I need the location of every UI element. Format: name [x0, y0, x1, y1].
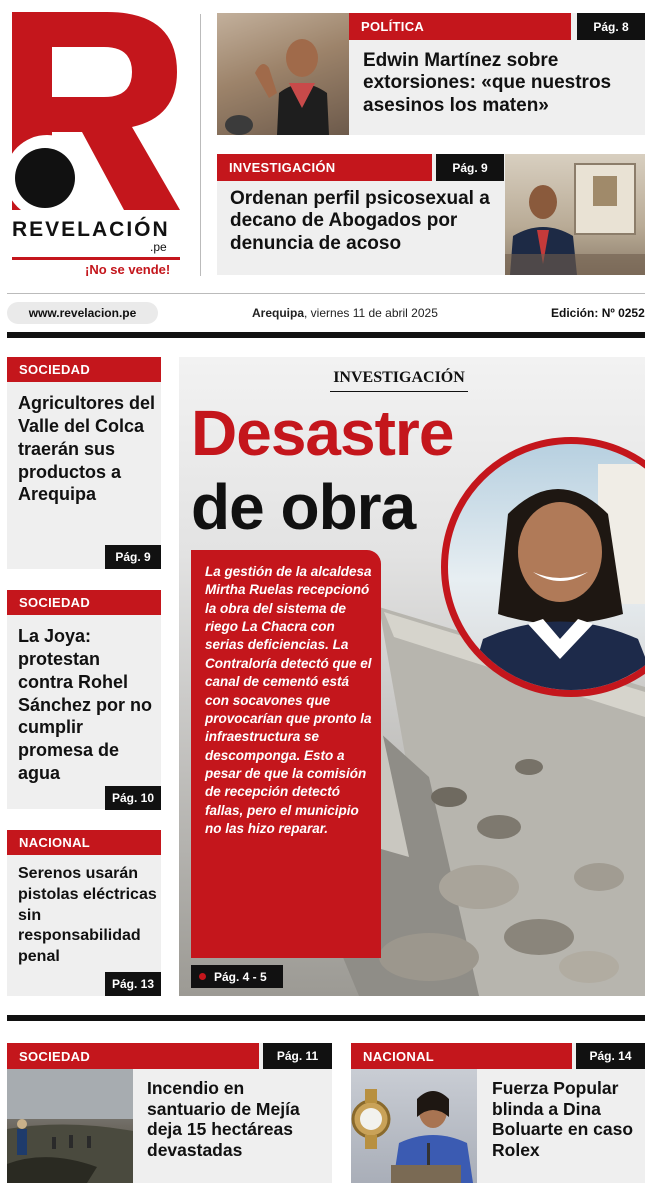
main-story-title-line2: de obra [191, 471, 416, 543]
masthead-name: REVELACIÓN [12, 218, 170, 241]
masthead [0, 0, 200, 285]
sidebar-story-2-headline[interactable]: La Joya: protestan contra Rohel Sánchez por no cumplir promesa de agua [18, 626, 153, 784]
main-story-page: Pág. 4 - 5 [214, 969, 267, 984]
dateline [252, 306, 438, 320]
bottom-story-1-headline[interactable]: Incendio en santuario de Mejía deja 15 hectáreas devastadas [147, 1078, 300, 1160]
sidebar-story-1-headline[interactable]: Agricultores del Valle del Colca traerán sus productos a Arequipa [18, 393, 156, 505]
logo-r [12, 12, 182, 212]
top-story-1-headline[interactable]: Edwin Martínez sobre extorsiones: «que nuestros asesinos los maten» [363, 50, 612, 116]
top-story-1-photo [217, 13, 349, 135]
sidebar-story-3-page: Pág. 13 [105, 972, 161, 996]
dateline-date: , viernes 11 de abril 2025 [304, 306, 438, 320]
sidebar-story-1-section: SOCIEDAD [7, 357, 161, 382]
bottom-story-2-headline[interactable]: Fuerza Popular blinda a Dina Boluarte en caso Rolex [492, 1078, 634, 1160]
main-story-page-tag [191, 965, 283, 988]
sidebar-story-2-page: Pág. 10 [105, 786, 161, 810]
main-story-title-line1: Desastre [191, 397, 454, 469]
masthead-domain: .pe [150, 240, 167, 254]
main-story[interactable] [179, 357, 645, 996]
sidebar-story-3-headline[interactable]: Serenos usarán pistolas eléctricas sin responsabilidad penal [18, 865, 157, 966]
edition-number: Nº 0252 [601, 306, 645, 320]
masthead-divider [12, 257, 180, 260]
bottom-story-2-section: NACIONAL [351, 1043, 572, 1069]
top-story-2-photo [505, 154, 645, 275]
bullet-dot-icon [199, 973, 206, 980]
main-story-lead: La gestión de la alcaldesa Mirtha Ruelas recepcionó la obra del sistema de riego La Chacra con serias deficiencias. La Contraloría detectó que el canal de cementó está con socavones que provocarían que pronto la infraestructura se descomponga. Esto a pesar de que la comisión de recepción detectó fallas, pero el municipio no las hizo reparar. [205, 564, 372, 837]
infobar-bottom-rule [7, 332, 645, 338]
website-link[interactable]: www.revelacion.pe [28, 306, 137, 320]
sidebar-story-1-page: Pág. 9 [105, 545, 161, 569]
edition-label: Edición: [551, 306, 599, 320]
dateline-city: Arequipa [252, 306, 305, 320]
bottom-section-rule [7, 1015, 645, 1021]
masthead-slogan: ¡No se vende! [85, 262, 171, 277]
bottom-story-2-page: Pág. 14 [576, 1043, 645, 1069]
bottom-story-1-page: Pág. 11 [263, 1043, 332, 1069]
bottom-story-1-photo [7, 1069, 133, 1183]
sidebar-story-3-section: NACIONAL [7, 830, 161, 855]
main-story-lead-box [191, 550, 381, 958]
top-story-2-headline[interactable]: Ordenan perfil psicosexual a decano de Abogados por denuncia de acoso [230, 188, 490, 254]
top-story-1-section: POLÍTICA [349, 13, 571, 40]
main-story-kicker: INVESTIGACIÓN [330, 369, 468, 392]
top-story-1-page: Pág. 8 [577, 13, 645, 40]
sidebar-story-2-section: SOCIEDAD [7, 590, 161, 615]
bottom-story-1-section: SOCIEDAD [7, 1043, 259, 1069]
website-pill[interactable] [7, 302, 158, 324]
masthead-vertical-rule [200, 14, 201, 276]
top-story-2-section: INVESTIGACIÓN [217, 154, 432, 181]
bottom-story-2-photo [351, 1069, 477, 1183]
edition [551, 306, 645, 320]
top-story-2-page: Pág. 9 [436, 154, 504, 181]
infobar-top-rule [7, 293, 645, 294]
